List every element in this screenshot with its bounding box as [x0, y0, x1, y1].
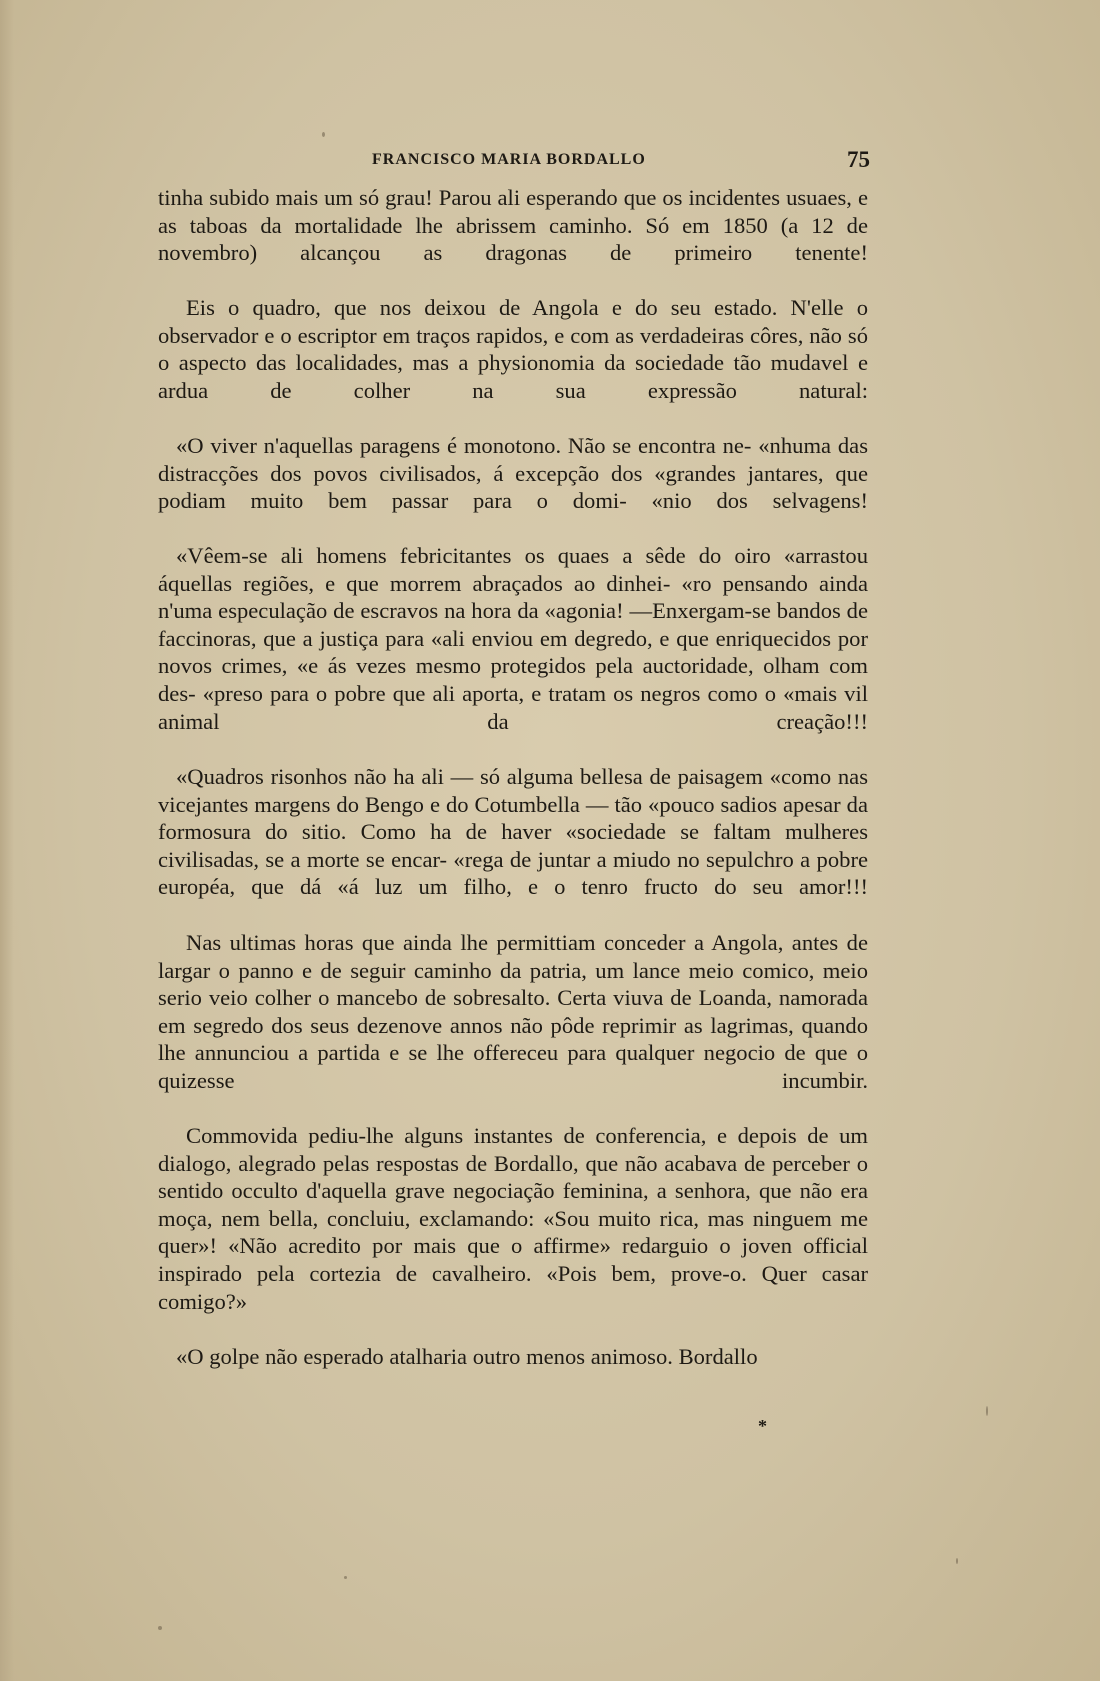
- paper-speck: [986, 1406, 988, 1416]
- signature-mark: *: [758, 1416, 767, 1436]
- paragraph: Commovida pediu-lhe alguns instantes de conferencia, e depois de um dialogo, alegrado pelas respostas de Bordallo, que não acabava de perceber o sentido occulto d'aquella grave negociação feminina, a senhora, que não era moça, nem bella, concluiu, exclamando: «Sou muito rica, mas ninguem me quer»! «Não acredito por mais que o affirme» redarguio o joven official inspirado pela cortezia de cavalheiro. «Pois bem, prove-o. Quer casar comigo?»: [158, 1123, 868, 1314]
- quoted-paragraph: «Vêem-se ali homens febricitantes os quaes a sêde do oiro «arrastou áquellas regiões, e que morrem abraçados ao dinhei- «ro pensando ainda n'uma especulação de escravos na hora da «agonia! —Enxergam-se bandos de faccinoras, que a justiça para «ali enviou em degredo, e que enriquecidos por novos crimes, «e ás vezes mesmo protegidos pela auctoridade, olham com des- «preso para o pobre que ali aporta, e tratam os negros como o «mais vil animal da creação!!!: [158, 543, 868, 734]
- paper-speck: [344, 1576, 347, 1579]
- paper-speck: [956, 1558, 958, 1564]
- paper-speck: [322, 132, 325, 137]
- quoted-paragraph: «O viver n'aquellas paragens é monotono. Não se encontra ne- «nhuma das distracções dos povos civilisados, á excepção dos «grandes jantares, que podiam muito bem passar para o domi- «nio dos selvagens!: [158, 433, 868, 514]
- paragraph: Nas ultimas horas que ainda lhe permittiam conceder a Angola, antes de largar o panno e de seguir caminho da patria, um lance meio comico, meio serio veio colher o mancebo de sobresalto. Certa viuva de Loanda, namorada em segredo dos seus dezenove annos não pôde reprimir as lagrimas, quando lhe annunciou a partida e se lhe offereceu para qualquer negocio de que o quizesse incumbir.: [158, 930, 868, 1093]
- paragraph: tinha subido mais um só grau! Parou ali esperando que os incidentes usuaes, e as taboas da mortalidade lhe abrissem caminho. Só em 1850 (a 12 de novembro) alcançou as dragonas de primeiro tenente!: [158, 185, 868, 266]
- paragraph: Eis o quadro, que nos deixou de Angola e do seu estado. N'elle o observador e o escriptor em traços rapidos, e com as verdadeiras côres, não só o aspecto das localidades, mas a physionomia da sociedade tão mudavel e ardua de colher na sua expressão natural:: [158, 295, 868, 403]
- body-text: [158, 184, 868, 1371]
- page-number: 75: [847, 147, 870, 172]
- running-head: FRANCISCO MARIA BORDALLO: [372, 151, 646, 168]
- paper-speck: [158, 1626, 162, 1630]
- paragraph: «O golpe não esperado atalharia outro menos animoso. Bordallo: [176, 1344, 758, 1369]
- page-header: [162, 147, 870, 177]
- quoted-paragraph: «Quadros risonhos não ha ali — só alguma bellesa de paisagem «como nas vicejantes margens do Bengo e do Cotumbella — tão «pouco sadios apesar da formosura do sitio. Como ha de haver «sociedade se faltam mulheres civilisadas, se a morte se encar- «rega de juntar a miudo no sepulchro a pobre européa, que dá «á luz um filho, e o tenro fructo do seu amor!!!: [158, 764, 868, 900]
